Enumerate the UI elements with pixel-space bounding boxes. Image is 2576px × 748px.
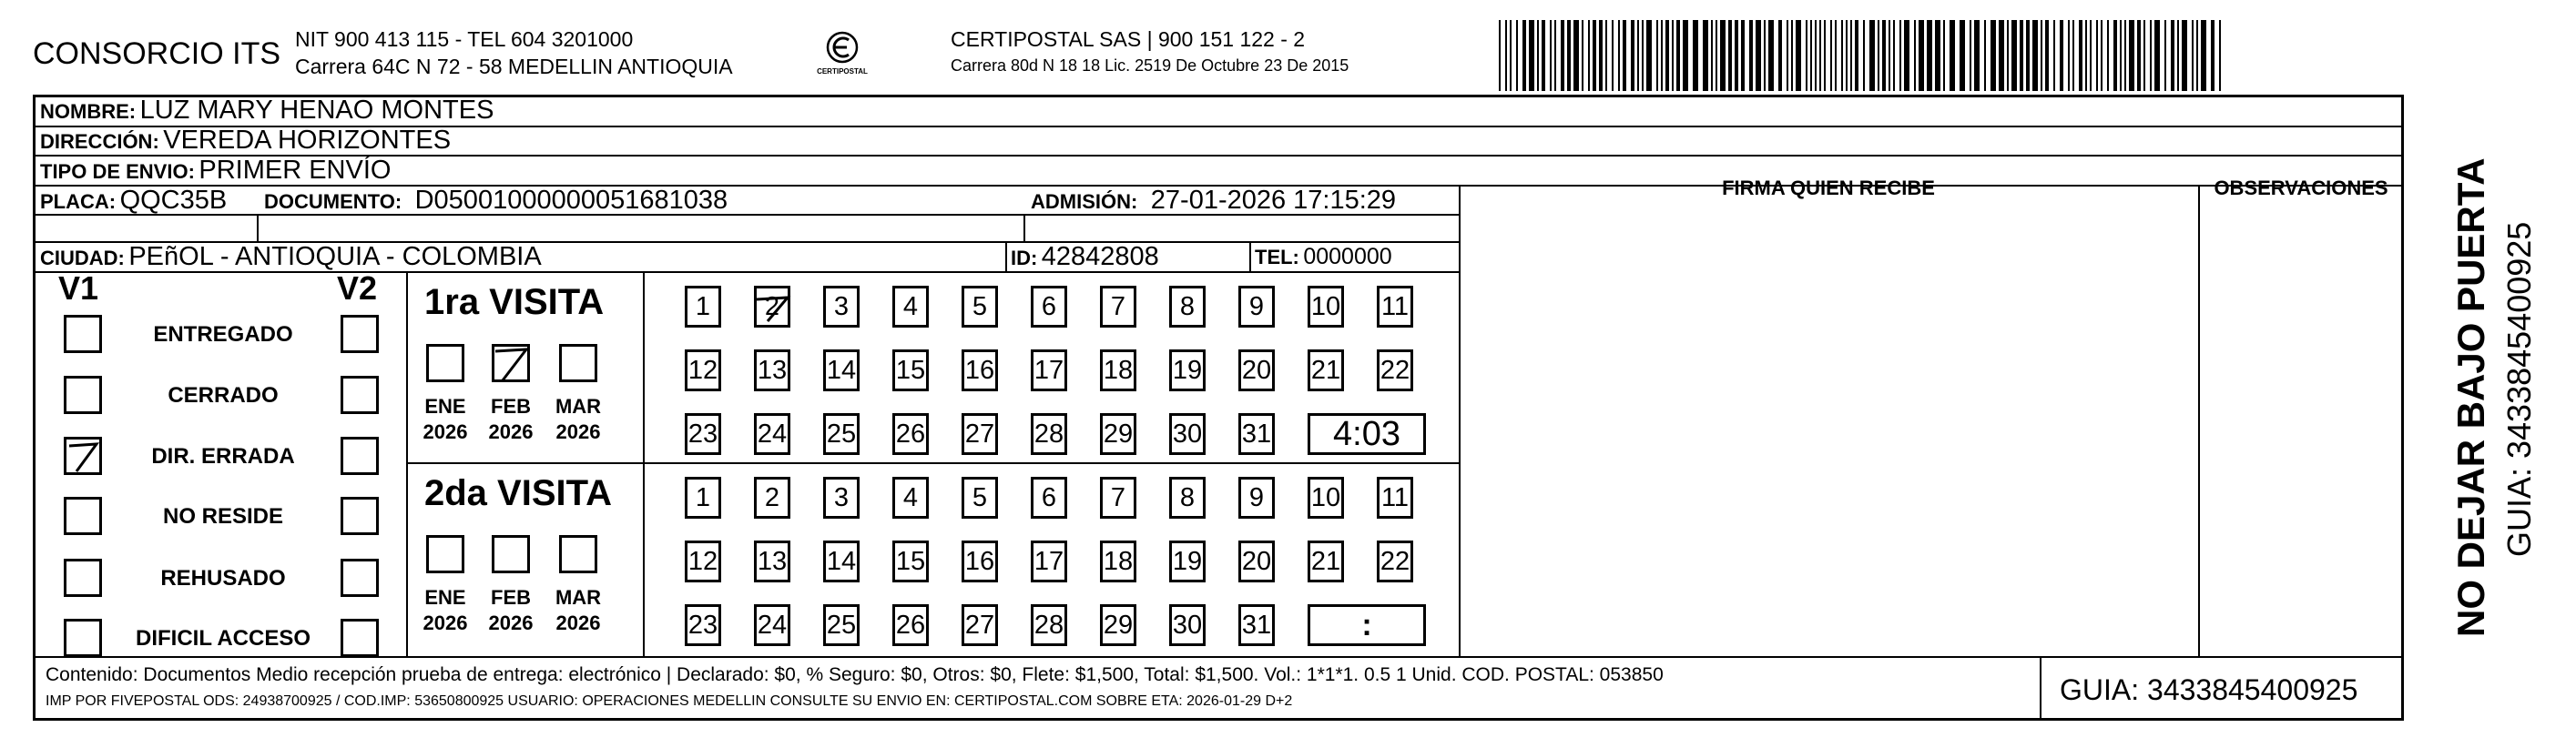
v2-label: V2: [337, 269, 378, 307]
barcode-bar: [2107, 20, 2109, 91]
barcode-bar: [1935, 20, 1940, 91]
barcode-bar: [1749, 20, 1753, 91]
day-box[interactable]: 5: [962, 286, 998, 328]
v2-checkbox[interactable]: [341, 559, 379, 597]
v1-checkbox[interactable]: [64, 497, 102, 535]
day-box[interactable]: 4: [892, 286, 929, 328]
day-box[interactable]: 29: [1100, 413, 1136, 455]
barcode-bar: [1561, 20, 1564, 91]
barcode-bar: [1711, 20, 1713, 91]
barcode-bar: [1984, 20, 1986, 91]
barcode-bar: [1522, 20, 1526, 91]
barcode-bar: [2137, 20, 2141, 91]
barcode-bar: [1882, 20, 1886, 91]
v2-checkbox[interactable]: [341, 619, 379, 657]
barcode-bar: [1728, 20, 1732, 91]
v2-checkbox[interactable]: [341, 315, 379, 353]
time-box[interactable]: 4:03: [1308, 413, 1426, 455]
placa-label: PLACA:: [40, 190, 117, 213]
barcode-bar: [1529, 20, 1534, 91]
tel-label: TEL:: [1255, 246, 1299, 268]
day-box[interactable]: 14: [823, 349, 860, 391]
month-checkbox[interactable]: [559, 535, 597, 573]
nombre-row: [40, 96, 494, 129]
day-box[interactable]: 31: [1238, 604, 1275, 646]
status-label: REHUSADO: [160, 566, 286, 591]
barcode-bar: [2219, 20, 2221, 91]
barcode-bar: [1950, 20, 1955, 91]
barcode-bar: [1835, 20, 1837, 91]
visit-title: 1ra VISITA: [424, 282, 605, 322]
barcode-bar: [2196, 20, 2198, 91]
barcode-bar: [2113, 20, 2117, 91]
documento-label: DOCUMENTO:: [264, 190, 402, 213]
barcode-bar: [2211, 20, 2215, 91]
v1-label: V1: [58, 269, 99, 307]
day-box[interactable]: 11: [1377, 286, 1413, 328]
barcode: [1499, 20, 2227, 91]
day-box[interactable]: 22: [1377, 349, 1413, 391]
barcode-bar: [1537, 20, 1539, 91]
status-label: DIFICIL ACCESO: [135, 626, 311, 651]
day-box[interactable]: 3: [823, 477, 860, 519]
barcode-bar: [1567, 20, 1571, 91]
barcode-bar: [1863, 20, 1865, 91]
firma-label: FIRMA QUIEN RECIBE: [1722, 177, 1935, 199]
admision-label: ADMISIÓN:: [1031, 190, 1138, 213]
side-warning: NO DEJAR BAJO PUERTA: [2449, 157, 2492, 637]
contenido-text: Contenido: Documentos Medio recepción prueba de entrega: electrónico | Declarado: $0, % Seguro: $0, Otros: $0, Flete: $1,500, Total: $1,500. Vol.: 1*1*1. 0.5 1 Unid. COD. POSTAL: 053850: [46, 664, 1664, 685]
day-box[interactable]: 4: [892, 477, 929, 519]
day-box[interactable]: 20: [1238, 541, 1275, 582]
direccion-label: DIRECCIÓN:: [40, 130, 159, 153]
barcode-bar: [2143, 20, 2145, 91]
day-box[interactable]: 6: [1031, 286, 1067, 328]
barcode-bar: [1605, 20, 1607, 91]
day-box[interactable]: 29: [1100, 604, 1136, 646]
barcode-bar: [2045, 20, 2049, 91]
day-box[interactable]: 16: [962, 349, 998, 391]
day-box[interactable]: 30: [1169, 604, 1206, 646]
barcode-bar: [1661, 20, 1663, 91]
day-box[interactable]: 23: [685, 413, 721, 455]
barcode-bar: [2060, 20, 2063, 91]
visit-title: 2da VISITA: [424, 473, 612, 513]
footer-guia: GUIA: 3433845400925: [2060, 673, 2358, 706]
tipo-row: [40, 156, 391, 189]
barcode-bar: [1846, 20, 1848, 91]
day-box[interactable]: 26: [892, 413, 929, 455]
barcode-bar: [2129, 20, 2134, 91]
company-name: CONSORCIO ITS: [33, 36, 281, 71]
day-box[interactable]: 7: [1100, 286, 1136, 328]
barcode-bar: [2007, 20, 2009, 91]
day-box[interactable]: 19: [1169, 349, 1206, 391]
company-address: Carrera 64C N 72 - 58 MEDELLIN ANTIOQUIA: [295, 55, 733, 78]
barcode-bar: [1716, 20, 1717, 91]
day-box[interactable]: 21: [1308, 541, 1344, 582]
v1-checkbox[interactable]: [64, 376, 102, 414]
barcode-bar: [2182, 20, 2187, 91]
barcode-bar: [2090, 20, 2092, 91]
day-box[interactable]: 15: [892, 541, 929, 582]
tel-field: [1255, 242, 1392, 275]
barcode-bar: [1869, 20, 1875, 91]
v1-checkbox[interactable]: [64, 437, 102, 475]
day-box[interactable]: 24: [754, 604, 790, 646]
barcode-bar: [1542, 20, 1545, 91]
day-box[interactable]: 2: [754, 286, 790, 328]
barcode-bar: [1878, 20, 1879, 91]
barcode-bar: [1637, 20, 1639, 91]
barcode-bar: [1855, 20, 1858, 91]
barcode-bar: [2068, 20, 2070, 91]
barcode-bar: [2177, 20, 2179, 91]
barcode-bar: [2085, 20, 2087, 91]
day-box[interactable]: 22: [1377, 541, 1413, 582]
id-field: [1011, 242, 1159, 276]
day-box[interactable]: 13: [754, 541, 790, 582]
tel-value: 0000000: [1303, 244, 1392, 269]
logo-caption: CERTIPOSTAL: [817, 67, 868, 76]
barcode-bar: [1618, 20, 1620, 91]
month-name: ENE: [424, 395, 466, 418]
barcode-bar: [1927, 20, 1932, 91]
documento-value: D05001000000051681038: [414, 186, 728, 215]
imp-text: IMP POR FIVEPOSTAL ODS: 24938700925 / COD.IMP: 53650800925 USUARIO: OPERACIONES MEDELLIN CONSULTE SU ENVIO EN: CERTIPOSTAL.COM SOBRE ETA: 2026-01-29 D+2: [46, 693, 1293, 709]
day-box[interactable]: 24: [754, 413, 790, 455]
barcode-bar: [2079, 20, 2082, 91]
month-year: 2026: [555, 420, 601, 443]
barcode-bar: [1642, 20, 1644, 91]
month-year: 2026: [423, 420, 468, 443]
barcode-bar: [1656, 20, 1658, 91]
direccion-value: VEREDA HORIZONTES: [163, 126, 452, 155]
barcode-bar: [2101, 20, 2103, 91]
month-name: ENE: [424, 586, 466, 609]
day-box[interactable]: 31: [1238, 413, 1275, 455]
day-box[interactable]: 17: [1031, 541, 1067, 582]
day-box[interactable]: 19: [1169, 541, 1206, 582]
barcode-bar: [1683, 20, 1688, 91]
barcode-bar: [1819, 20, 1821, 91]
documento-field: [264, 186, 728, 219]
barcode-bar: [2192, 20, 2194, 91]
day-box[interactable]: 27: [962, 413, 998, 455]
admision-value: 27-01-2026 17:15:29: [1150, 186, 1397, 215]
day-box[interactable]: 30: [1169, 413, 1206, 455]
carrier-name: CERTIPOSTAL SAS | 900 151 122 - 2: [951, 27, 1306, 51]
barcode-bar: [1904, 20, 1909, 91]
day-box[interactable]: 17: [1031, 349, 1067, 391]
day-box[interactable]: 7: [1100, 477, 1136, 519]
month-checkbox[interactable]: [426, 535, 464, 573]
v2-checkbox[interactable]: [341, 437, 379, 475]
day-box[interactable]: 28: [1031, 604, 1067, 646]
barcode-bar: [1974, 20, 1980, 91]
barcode-bar: [1693, 20, 1698, 91]
ciudad-value: PEñOL - ANTIOQUIA - COLOMBIA: [128, 242, 542, 271]
barcode-bar: [1778, 20, 1782, 91]
day-box[interactable]: 21: [1308, 349, 1344, 391]
barcode-bar: [1830, 20, 1832, 91]
v1-checkbox[interactable]: [64, 619, 102, 657]
barcode-bar: [1889, 20, 1890, 91]
barcode-bar: [2020, 20, 2023, 91]
status-label: ENTREGADO: [153, 322, 293, 347]
barcode-bar: [1631, 20, 1634, 91]
day-box[interactable]: 27: [962, 604, 998, 646]
barcode-bar: [2032, 20, 2038, 91]
company-nit: NIT 900 413 115 - TEL 604 3201000: [295, 27, 634, 51]
tipo-label: TIPO DE ENVIO:: [40, 160, 195, 183]
barcode-bar: [1599, 20, 1603, 91]
month-checkbox[interactable]: [426, 344, 464, 382]
month-year: 2026: [488, 420, 534, 443]
day-box[interactable]: 18: [1100, 349, 1136, 391]
day-box[interactable]: 2: [754, 477, 790, 519]
day-box[interactable]: 20: [1238, 349, 1275, 391]
barcode-bar: [1810, 20, 1812, 91]
barcode-bar: [1499, 20, 1501, 91]
day-box[interactable]: 10: [1308, 477, 1344, 519]
nombre-label: NOMBRE:: [40, 100, 137, 123]
barcode-bar: [2164, 20, 2166, 91]
barcode-bar: [1970, 20, 1971, 91]
admision-field: [1031, 186, 1396, 219]
month-name: MAR: [555, 395, 602, 418]
barcode-bar: [1893, 20, 1895, 91]
day-box[interactable]: 12: [685, 349, 721, 391]
v2-checkbox[interactable]: [341, 376, 379, 414]
barcode-bar: [2096, 20, 2098, 91]
status-label: DIR. ERRADA: [151, 444, 295, 469]
nombre-value: LUZ MARY HENAO MONTES: [139, 96, 494, 125]
barcode-bar: [2011, 20, 2017, 91]
tipo-value: PRIMER ENVÍO: [199, 156, 392, 185]
barcode-bar: [1623, 20, 1626, 91]
certipostal-logo: [810, 27, 874, 82]
barcode-bar: [1943, 20, 1945, 91]
barcode-bar: [1914, 20, 1916, 91]
barcode-bar: [1612, 20, 1614, 91]
time-box[interactable]: :: [1308, 604, 1426, 646]
barcode-bar: [2154, 20, 2160, 91]
barcode-bar: [1841, 20, 1843, 91]
day-box[interactable]: 5: [962, 477, 998, 519]
barcode-bar: [1703, 20, 1708, 91]
barcode-bar: [1665, 20, 1669, 91]
placa-value: QQC35B: [119, 186, 228, 215]
day-box[interactable]: 1: [685, 286, 721, 328]
month-name: MAR: [555, 586, 602, 609]
barcode-bar: [1550, 20, 1552, 91]
barcode-bar: [2026, 20, 2030, 91]
barcode-bar: [1806, 20, 1807, 91]
barcode-bar: [1999, 20, 2004, 91]
barcode-bar: [1960, 20, 1965, 91]
day-box[interactable]: 25: [823, 604, 860, 646]
barcode-bar: [1573, 20, 1579, 91]
barcode-bar: [2150, 20, 2152, 91]
id-label: ID:: [1011, 247, 1038, 269]
barcode-bar: [1741, 20, 1745, 91]
barcode-bar: [2120, 20, 2122, 91]
barcode-bar: [1815, 20, 1817, 91]
month-checkbox[interactable]: [559, 344, 597, 382]
day-box[interactable]: 1: [685, 477, 721, 519]
month-checkbox[interactable]: [492, 344, 530, 382]
day-box[interactable]: 8: [1169, 286, 1206, 328]
v2-checkbox[interactable]: [341, 497, 379, 535]
barcode-bar: [1850, 20, 1852, 91]
day-box[interactable]: 25: [823, 413, 860, 455]
side-guia: GUIA: 3433845400925: [2500, 221, 2538, 557]
barcode-bar: [1516, 20, 1518, 91]
barcode-bar: [2072, 20, 2074, 91]
barcode-bar: [1764, 20, 1766, 91]
barcode-bar: [2171, 20, 2174, 91]
ciudad-label: CIUDAD:: [40, 247, 125, 269]
barcode-bar: [2053, 20, 2055, 91]
barcode-bar: [1756, 20, 1761, 91]
barcode-bar: [1554, 20, 1556, 91]
barcode-bar: [1720, 20, 1726, 91]
placa-field: [40, 186, 227, 219]
barcode-bar: [1768, 20, 1774, 91]
barcode-bar: [1991, 20, 1996, 91]
day-box[interactable]: 8: [1169, 477, 1206, 519]
direccion-row: [40, 126, 451, 159]
day-box[interactable]: 16: [962, 541, 998, 582]
day-box[interactable]: 23: [685, 604, 721, 646]
day-box[interactable]: 28: [1031, 413, 1067, 455]
barcode-bar: [1787, 20, 1788, 91]
month-year: 2026: [423, 612, 468, 634]
barcode-bar: [1646, 20, 1652, 91]
day-box[interactable]: 18: [1100, 541, 1136, 582]
day-box[interactable]: 15: [892, 349, 929, 391]
barcode-bar: [1593, 20, 1596, 91]
barcode-bar: [1899, 20, 1901, 91]
day-box[interactable]: 14: [823, 541, 860, 582]
status-label: CERRADO: [168, 383, 279, 408]
month-checkbox[interactable]: [492, 535, 530, 573]
barcode-bar: [1588, 20, 1590, 91]
day-box[interactable]: 10: [1308, 286, 1344, 328]
barcode-bar: [2124, 20, 2126, 91]
status-label: NO RESIDE: [162, 504, 284, 529]
v1-checkbox[interactable]: [64, 559, 102, 597]
observaciones-label: OBSERVACIONES: [2214, 177, 2388, 199]
day-box[interactable]: 26: [892, 604, 929, 646]
barcode-bar: [1672, 20, 1674, 91]
barcode-bar: [1735, 20, 1738, 91]
month-name: FEB: [491, 586, 531, 609]
month-year: 2026: [555, 612, 601, 634]
barcode-bar: [1824, 20, 1826, 91]
day-box[interactable]: 12: [685, 541, 721, 582]
barcode-bar: [1505, 20, 1507, 91]
carrier-address: Carrera 80d N 18 18 Lic. 2519 De Octubre 23 De 2015: [951, 56, 1349, 75]
barcode-bar: [2041, 20, 2042, 91]
day-box[interactable]: 9: [1238, 286, 1275, 328]
day-box[interactable]: 3: [823, 286, 860, 328]
day-box[interactable]: 6: [1031, 477, 1067, 519]
barcode-bar: [1796, 20, 1801, 91]
day-box[interactable]: 13: [754, 349, 790, 391]
ciudad-field: [40, 242, 542, 276]
barcode-bar: [2201, 20, 2206, 91]
barcode-bar: [1582, 20, 1583, 91]
day-box[interactable]: 9: [1238, 477, 1275, 519]
month-year: 2026: [488, 612, 534, 634]
barcode-bar: [1791, 20, 1793, 91]
month-name: FEB: [491, 395, 531, 418]
v1-checkbox[interactable]: [64, 315, 102, 353]
barcode-bar: [1510, 20, 1512, 91]
day-box[interactable]: 11: [1377, 477, 1413, 519]
barcode-bar: [1919, 20, 1924, 91]
id-value: 42842808: [1041, 242, 1159, 271]
barcode-bar: [1676, 20, 1680, 91]
